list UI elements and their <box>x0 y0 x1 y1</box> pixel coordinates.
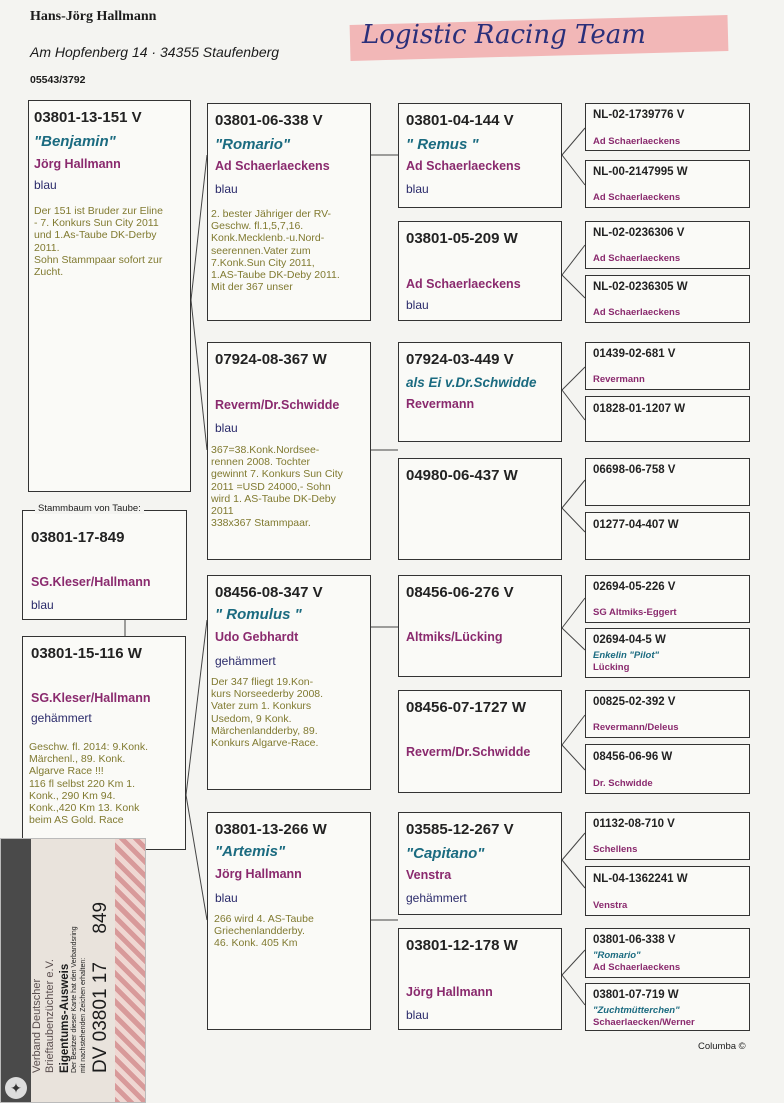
gen2-color: blau <box>215 891 238 905</box>
gen3-box <box>398 812 562 915</box>
dove-icon: ✦ <box>5 1077 27 1099</box>
gen4-box <box>585 458 750 506</box>
gen2-note: 367=38.Konk.Nordsee- rennen 2008. Tochter gewinnt 7. Konkurs Sun City 2011 =USD 24000,- Sohn wird 1. AS-Taube DK-Deby 2011 338x367 Stammpaar. <box>211 444 343 530</box>
gen2-ring: 03801-13-266 W <box>215 821 327 838</box>
gen4-owner: Schaerlaecken/Werner <box>593 1017 695 1028</box>
gen2-box <box>207 812 371 1030</box>
gen3-ring: 03801-04-144 V <box>406 112 514 129</box>
gen3-owner: Ad Schaerlaeckens <box>406 277 521 291</box>
gen2-note: 2. bester Jähriger der RV- Geschw. fl.1,5,7,16. Konk.Mecklenb.-u.Nord- seerennen.Vater zum 7.Konk.Sun City 2011, 1.AS-Taube DK-Deby 2011. Mit der 367 unser <box>211 208 340 294</box>
gen3-owner: Venstra <box>406 868 452 882</box>
gen4-box <box>585 928 750 978</box>
gen4-box <box>585 812 750 860</box>
subject-note: Der 151 ist Bruder zur Eline - 7. Konkurs Sun City 2011 und 1.As-Taube DK-Derby 2011. Sohn Stammpaar sofort zur Zucht. <box>34 205 163 279</box>
card-pattern-strip <box>115 839 146 1103</box>
gen2-ring: 08456-08-347 V <box>215 584 323 601</box>
breeder-name: Hans-Jörg Hallmann <box>30 9 157 24</box>
gen4-ring: 03801-07-719 W <box>593 989 679 1001</box>
gen2-note: Der 347 fliegt 19.Kon- kurs Norseederby 2008. Vater zum 1. Konkurs Usedom, 9 Konk. Märchenlandderby, 89. Konkurs Algarve-Race. <box>211 676 324 750</box>
gen3-ring: 04980-06-437 W <box>406 467 518 484</box>
dam-ring: 03801-15-116 W <box>31 645 142 662</box>
gen3-box <box>398 103 562 208</box>
card-ring-number: DV 03801 17 <box>90 962 111 1073</box>
gen4-box <box>585 575 750 623</box>
gen3-ring: 03801-05-209 W <box>406 230 518 247</box>
gen4-ring: 03801-06-338 V <box>593 934 676 946</box>
gen4-owner: Revermann/Deleus <box>593 722 679 733</box>
gen4-ring: NL-00-2147995 W <box>593 166 688 178</box>
gen4-owner: Ad Schaerlaeckens <box>593 136 681 147</box>
gen4-box <box>585 396 750 442</box>
gen4-owner: Venstra <box>593 900 628 911</box>
card-text: Der Besitzer dieser Karte hat den Verbandsring mit nachstehenden Zeichen erhalten: <box>71 926 87 1073</box>
stammbaum-owner: SG.Kleser/Hallmann <box>31 575 151 589</box>
gen4-ring: NL-02-0236306 V <box>593 227 685 239</box>
gen4-ring: 00825-02-392 V <box>593 696 676 708</box>
gen3-ring: 08456-07-1727 W <box>406 699 527 716</box>
gen2-name: "Artemis" <box>215 843 286 860</box>
gen4-box <box>585 221 750 269</box>
gen2-color: blau <box>215 421 238 435</box>
gen4-box <box>585 512 750 560</box>
gen3-box <box>398 458 562 560</box>
subject-owner: Jörg Hallmann <box>34 157 121 171</box>
gen4-box <box>585 103 750 151</box>
gen3-owner: Jörg Hallmann <box>406 985 493 999</box>
gen4-ring: NL-02-0236305 W <box>593 281 688 293</box>
gen3-color: blau <box>406 182 429 196</box>
gen4-box <box>585 275 750 323</box>
gen4-ring: 01828-01-1207 W <box>593 403 686 415</box>
gen4-ring: NL-04-1362241 W <box>593 873 688 885</box>
gen3-ring: 08456-06-276 V <box>406 584 514 601</box>
gen4-owner: Ad Schaerlaeckens <box>593 253 681 264</box>
dam-note: Geschw. fl. 2014: 9.Konk. Märchenl., 89. Konk. Algarve Race !!! 116 fl selbst 220 Km 1. Konk., 290 Km 94. Konk.,420 Km 13. Konk beim AS Gold. Race <box>29 741 149 827</box>
gen4-box <box>585 342 750 390</box>
card-org: Verband Deutscher Brieftaubenzüchter e.V. <box>31 959 56 1073</box>
team-name: Logistic Racing Team <box>362 20 646 50</box>
subject-pigeon-box <box>28 100 191 492</box>
gen3-color: blau <box>406 1008 429 1022</box>
gen3-box <box>398 575 562 677</box>
gen4-owner: Lücking <box>593 662 630 673</box>
gen2-note: 266 wird 4. AS-Taube Griechenlandderby. 46. Konk. 405 Km <box>214 913 314 950</box>
gen3-owner: Reverm/Dr.Schwidde <box>406 745 531 759</box>
gen3-ring: 03801-12-178 W <box>406 937 518 954</box>
gen3-box <box>398 342 562 442</box>
dam-box <box>22 636 186 850</box>
gen2-name: "Romario" <box>215 136 291 153</box>
gen4-owner: Ad Schaerlaeckens <box>593 192 681 203</box>
copyright: Columba © <box>698 1041 746 1052</box>
gen4-box <box>585 983 750 1031</box>
gen4-ring: 06698-06-758 V <box>593 464 676 476</box>
gen2-color: gehämmert <box>215 654 276 668</box>
gen4-ring: 01277-04-407 W <box>593 519 679 531</box>
gen2-owner: Jörg Hallmann <box>215 867 302 881</box>
gen4-owner: Schellens <box>593 844 638 855</box>
gen3-name: " Remus " <box>406 136 479 153</box>
gen2-ring: 07924-08-367 W <box>215 351 327 368</box>
gen4-name: Enkelin "Pilot" <box>593 650 660 661</box>
gen4-box <box>585 160 750 208</box>
gen4-ring: 01132-08-710 V <box>593 818 675 830</box>
gen3-box <box>398 928 562 1030</box>
gen4-name: "Zuchtmütterchen" <box>593 1005 680 1016</box>
gen2-color: blau <box>215 182 238 196</box>
gen3-name: "Capitano" <box>406 845 485 862</box>
gen4-ring: 02694-04-5 W <box>593 634 666 646</box>
gen3-box <box>398 690 562 793</box>
gen2-owner: Udo Gebhardt <box>215 630 299 644</box>
gen2-owner: Reverm/Dr.Schwidde <box>215 398 340 412</box>
subject-color: blau <box>34 178 57 192</box>
subject-ring: 03801-13-151 V <box>34 109 142 126</box>
gen2-box <box>207 103 371 321</box>
gen4-owner: SG Altmiks-Eggert <box>593 607 677 618</box>
gen2-ring: 03801-06-338 V <box>215 112 323 129</box>
card-title: Eigentums-Ausweis <box>59 963 71 1073</box>
gen4-ring: NL-02-1739776 V <box>593 109 685 121</box>
stammbaum-box <box>22 503 187 620</box>
gen3-name: als Ei v.Dr.Schwidde <box>406 375 537 390</box>
gen4-ring: 08456-06-96 W <box>593 751 673 763</box>
gen4-box <box>585 744 750 794</box>
card-ring-suffix: 849 <box>90 901 111 934</box>
gen3-ring: 07924-03-449 V <box>406 351 514 368</box>
gen3-color: gehämmert <box>406 891 467 905</box>
gen4-owner: Ad Schaerlaeckens <box>593 962 681 973</box>
gen4-owner: Ad Schaerlaeckens <box>593 307 681 318</box>
gen4-box <box>585 690 750 738</box>
breeder-address: Am Hopfenberg 14 · 34355 Staufenberg <box>30 44 280 60</box>
gen3-owner: Altmiks/Lücking <box>406 630 503 644</box>
gen3-ring: 03585-12-267 V <box>406 821 514 838</box>
card-logo-strip <box>1 839 31 1103</box>
gen3-owner: Revermann <box>406 397 475 411</box>
gen2-box <box>207 342 371 560</box>
gen4-name: "Romario" <box>593 950 641 961</box>
gen4-ring: 02694-05-226 V <box>593 581 676 593</box>
gen3-color: blau <box>406 298 429 312</box>
gen4-box <box>585 628 750 678</box>
gen4-box <box>585 866 750 916</box>
gen4-owner: Dr. Schwidde <box>593 778 653 789</box>
dam-owner: SG.Kleser/Hallmann <box>31 691 151 705</box>
stammbaum-color: blau <box>31 598 54 612</box>
stammbaum-ring: 03801-17-849 <box>31 529 125 546</box>
ownership-card <box>0 838 146 1103</box>
gen2-box <box>207 575 371 790</box>
gen3-owner: Ad Schaerlaeckens <box>406 159 521 173</box>
breeder-phone: 05543/3792 <box>30 74 86 86</box>
gen4-owner: Revermann <box>593 374 645 385</box>
dam-color: gehämmert <box>31 711 92 725</box>
gen3-box <box>398 221 562 321</box>
subject-name: "Benjamin" <box>34 133 116 150</box>
stammbaum-label: Stammbaum von Taube: <box>35 503 144 514</box>
gen4-ring: 01439-02-681 V <box>593 348 676 360</box>
gen2-name: " Romulus " <box>215 606 302 623</box>
gen2-owner: Ad Schaerlaeckens <box>215 159 330 173</box>
